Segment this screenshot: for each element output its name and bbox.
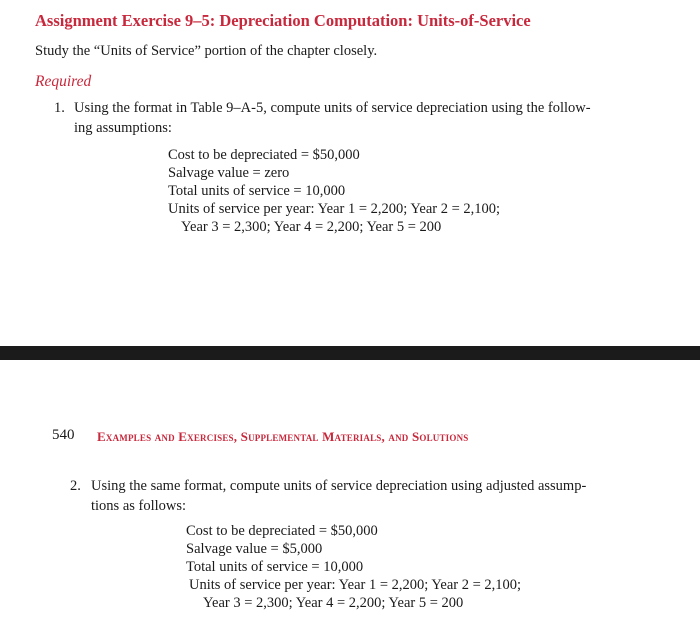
item-number: 2. bbox=[70, 478, 81, 494]
item-text-line: tions as follows: bbox=[91, 498, 187, 514]
page-divider bbox=[0, 346, 700, 360]
item-number: 1. bbox=[54, 100, 65, 116]
item-text-line: ing assumptions: bbox=[74, 120, 172, 136]
assumption-line: Cost to be depreciated = $50,000 bbox=[186, 523, 378, 539]
assumption-line: Total units of service = 10,000 bbox=[186, 559, 364, 575]
required-heading: Required bbox=[35, 73, 92, 90]
assumption-line: Units of service per year: Year 1 = 2,200; Year 2 = 2,100; bbox=[189, 577, 522, 593]
assumption-line: Cost to be depreciated = $50,000 bbox=[168, 147, 360, 163]
item-text-line: Using the format in Table 9–A-5, compute units of service depreciation using the follow- bbox=[74, 100, 591, 116]
assumption-line: Salvage value = zero bbox=[168, 165, 290, 181]
item-text bbox=[74, 98, 591, 138]
assumption-line: Year 3 = 2,300; Year 4 = 2,200; Year 5 = 200 bbox=[181, 219, 442, 235]
bottom-page bbox=[0, 360, 700, 633]
item-text bbox=[91, 476, 586, 516]
page-number: 540 bbox=[52, 427, 75, 443]
exercise-title: Assignment Exercise 9–5: Depreciation Computation: Units-of-Service bbox=[35, 11, 531, 30]
assumptions-block bbox=[168, 146, 500, 236]
assumption-line: Year 3 = 2,300; Year 4 = 2,200; Year 5 = 200 bbox=[203, 595, 464, 611]
running-head: Examples and Exercises, Supplemental Materials, and Solutions bbox=[97, 429, 469, 444]
assumption-line: Total units of service = 10,000 bbox=[168, 183, 346, 199]
item-text-line: Using the same format, compute units of service depreciation using adjusted assump- bbox=[91, 478, 587, 494]
assumption-line: Units of service per year: Year 1 = 2,200; Year 2 = 2,100; bbox=[168, 201, 501, 217]
assumption-line: Salvage value = $5,000 bbox=[186, 541, 323, 557]
assumptions-block bbox=[186, 522, 521, 612]
intro-text: Study the “Units of Service” portion of the chapter closely. bbox=[35, 43, 378, 59]
